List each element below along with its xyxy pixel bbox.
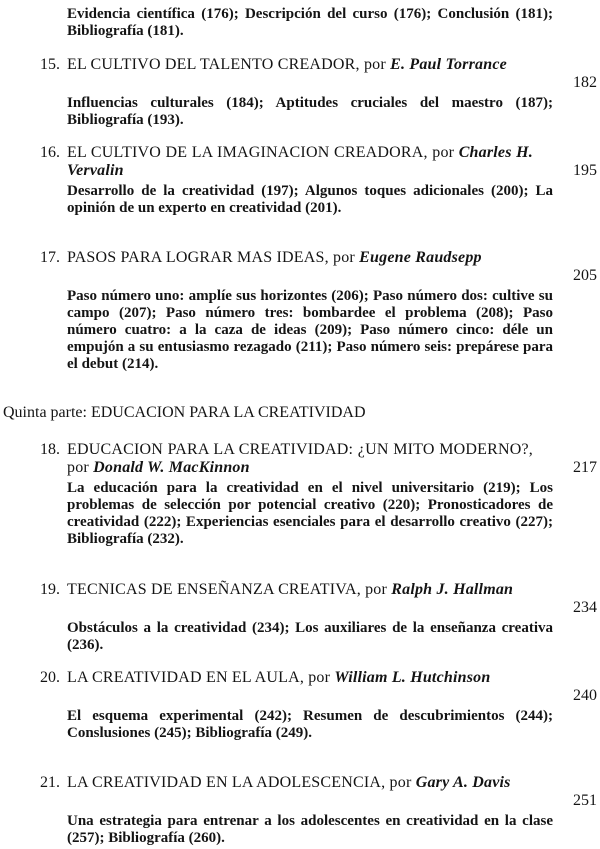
part-title: EDUCACION PARA LA CREATIVIDAD: [90, 404, 366, 421]
entry-author: Ralph J. Hallman: [391, 581, 514, 598]
entry-number: 16.: [40, 144, 60, 161]
entry-title: EDUCACION PARA LA CREATIVIDAD: ¿UN MITO MODERNO?, por: [67, 441, 533, 476]
entry-title: EL CULTIVO DE LA IMAGINACION CREADORA, por: [67, 144, 455, 161]
entry-title: LA CREATIVIDAD EN LA ADOLESCENCIA, por: [67, 774, 412, 791]
entry-title: PASOS PARA LOGRAR MAS IDEAS, por: [67, 249, 355, 266]
entry-number: 20.: [40, 669, 60, 686]
entry-description: Influencias culturales (184); Aptitudes cruciales del maestro (187); Bibliografía (193).: [67, 95, 553, 128]
entry-author: E. Paul Torrance: [390, 56, 507, 73]
entry-description: La educación para la creatividad en el nivel universitario (219); Los problemas de selección por potencial creativo (220); Pronosticadores de creatividad (222); Experiencias esenciales para el desarrollo creativo (227); Bibliografía (232).: [67, 480, 553, 547]
entry-title-line: [67, 441, 533, 477]
entry-description: Paso número uno: amplíe sus horizontes (206); Paso número dos: cultive su campo (207); Paso número tres: bombardee el problema (208); Paso número cuatro: a la caza de ideas (209); Paso número cinco: déle un empujón a su entusiasmo rezagado (211); Paso número seis: prepárese para el debut (214).: [67, 288, 553, 372]
entry-author: Gary A. Davis: [415, 774, 511, 791]
entry-page-number: 205: [573, 267, 597, 284]
entry-number: 21.: [40, 774, 60, 791]
entry-author: Eugene Raudsepp: [359, 249, 482, 266]
entry-number: 19.: [40, 581, 60, 598]
entry-title: TECNICAS DE ENSEÑANZA CREATIVA, por: [67, 581, 388, 598]
entry-title-line: [67, 774, 533, 792]
entry-page-number: 217: [573, 459, 597, 476]
part-label: Quinta parte:: [3, 404, 87, 421]
entry-page-number: 234: [573, 599, 597, 616]
entry-title-line: [67, 56, 533, 74]
entry-number: 17.: [40, 249, 60, 266]
entry-author: Donald W. MacKinnon: [93, 459, 250, 476]
entry-description: El esquema experimental (242); Resumen de descubrimientos (244); Conslusiones (245); Bibliografía (249).: [67, 708, 553, 741]
entry-author: Charles H. Vervalin: [67, 144, 533, 179]
entry-title-line: [67, 249, 533, 267]
entry-title-line: [67, 581, 533, 599]
entry-author: William L. Hutchinson: [334, 669, 491, 686]
entry-title-line: [67, 144, 533, 180]
entry-number: 15.: [40, 56, 60, 73]
entry-page-number: 195: [573, 162, 597, 179]
entry-title: EL CULTIVO DEL TALENTO CREADOR, por: [67, 56, 386, 73]
part-heading: [3, 404, 366, 422]
entry-description: Una estrategia para entrenar a los adolescentes en creatividad en la clase (257); Bibliografía (260).: [67, 813, 553, 846]
entry-title: LA CREATIVIDAD EN EL AULA, por: [67, 669, 331, 686]
entry-description: Desarrollo de la creatividad (197); Algunos toques adicionales (200); La opinión de un experto en creatividad (201).: [67, 183, 553, 216]
continuation-description: Evidencia científica (176); Descripción del curso (176); Conclusión (181); Bibliografía (181).: [67, 6, 553, 39]
entry-number: 18.: [40, 441, 60, 458]
entry-title-line: [67, 669, 533, 687]
entry-description: Obstáculos a la creatividad (234); Los auxiliares de la enseñanza creativa (236).: [67, 620, 553, 653]
entry-page-number: 251: [573, 792, 597, 809]
entry-page-number: 182: [573, 74, 597, 91]
entry-page-number: 240: [573, 687, 597, 704]
